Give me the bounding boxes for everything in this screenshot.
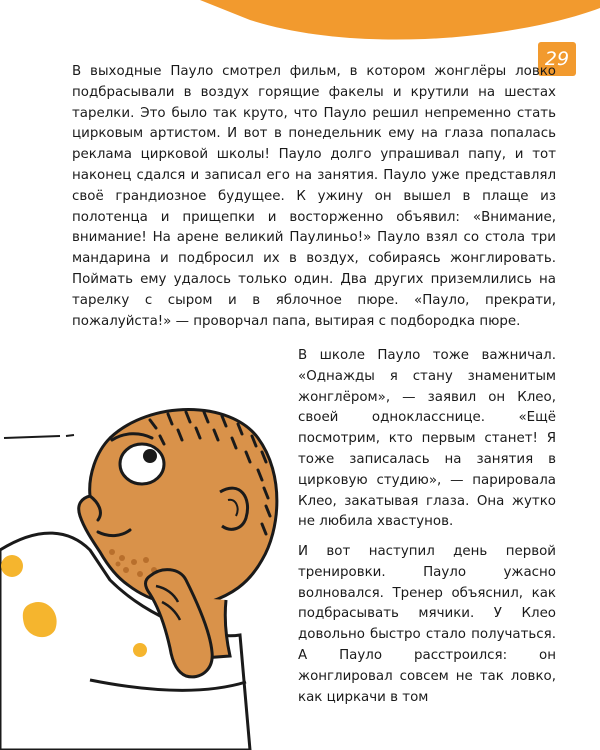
pupil	[143, 449, 157, 463]
ear	[220, 488, 248, 529]
boy-illustration	[0, 380, 300, 750]
shirt-spot-small	[1, 555, 23, 577]
orange-swoosh-decoration	[0, 0, 600, 60]
paragraph-2: В школе Пауло тоже важничал. «Однажды я стану знаменитым жонглёром», — заявил он Клео, своей однокласснице. «Ещё посмотрим, кто первым станет! Я тоже записалась на занятия в цирковую студию», — парировала Клео, закатывая глаза. Она жутко не любила хвастунов.	[298, 348, 556, 530]
page-number: 29	[538, 42, 576, 76]
eye	[120, 444, 164, 484]
paragraph-1: В выходные Пауло смотрел фильм, в котором жонглёры ловко подбрасывали в воздух горящие факелы и крутили на шестах тарелки. Это было так круто, что Пауло решил непременно стать цирковым артистом. И вот в понедельник ему на глаза попалась реклама цирковой школы! Пауло долго упрашивал папу, и тот наконец сдался и записал его на занятия. Пауло уже представлял своё грандиозное будущее. К ужину он вышел в плаще из полотенца и прищепки и восторженно объявил: «Внимание, внимание! На арене великий Паулиньо!» Пауло взял со стола три мандарина и подбросил их в воздух, собираясь жонглировать. Поймать ему удалось только один. Два других приземлились на тарелку с сыром и в яблочное пюре. «Пауло, прекрати, пожалуйста!» — проворчал папа, вытирая с подбородка пюре.	[72, 64, 556, 329]
shirt-spot-small	[133, 643, 147, 657]
paragraph-3: И вот наступил день первой тренировки. Пауло ужасно волновался. Тренер объяснил, как подбрасывать мячики. У Клео довольно быстро стало получаться. А Пауло расстроился: он жонглировал совсем не так ловко, как циркачи в том	[298, 544, 556, 705]
sketch-line	[4, 435, 74, 438]
